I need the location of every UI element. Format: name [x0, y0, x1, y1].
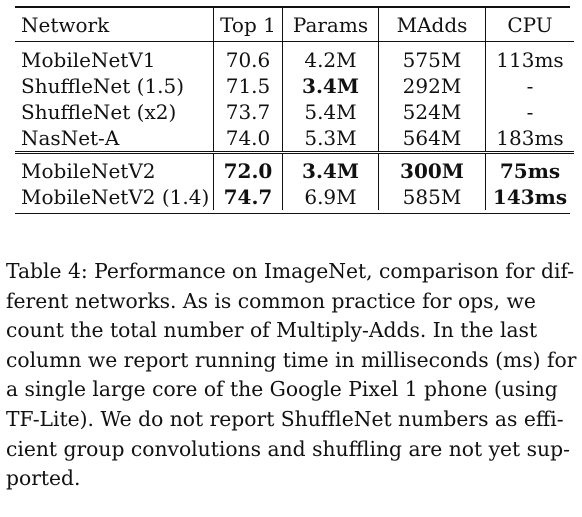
table-row	[15, 184, 574, 210]
cell-cpu: -	[486, 73, 575, 99]
cell-params: 5.4M	[283, 99, 379, 125]
table-row	[15, 99, 574, 125]
caption-line: cient group convolutions and shuffling are not yet sup-	[6, 436, 570, 461]
results-table	[15, 6, 570, 214]
caption-line: count the total number of Multiply-Adds. In the last	[6, 318, 538, 343]
cell-top1: 71.5	[214, 73, 283, 99]
cell-madds: 300M	[379, 153, 486, 185]
cell-params: 4.2M	[283, 42, 379, 74]
table-header-row	[15, 8, 574, 42]
caption-line: ported.	[6, 466, 81, 491]
caption-line: Table 4: Performance on ImageNet, comparison for dif-	[6, 259, 575, 283]
header-madds: MAdds	[379, 8, 486, 42]
header-cpu: CPU	[486, 8, 575, 42]
cell-cpu: 143ms	[486, 184, 575, 210]
cell-madds: 564M	[379, 125, 486, 153]
cell-params: 5.3M	[283, 125, 379, 153]
caption-line: ferent networks. As is common practice for ops, we	[6, 288, 536, 313]
cell-params: 3.4M	[283, 153, 379, 185]
cell-network: ShuffleNet (x2)	[21, 100, 177, 124]
header-network: Network	[21, 12, 110, 37]
cell-network: MobileNetV2 (1.4)	[21, 185, 210, 209]
cell-params: 3.4M	[283, 73, 379, 99]
cell-network: ShuffleNet (1.5)	[21, 74, 185, 98]
cell-top1: 73.7	[214, 99, 283, 125]
table-row	[15, 42, 574, 74]
cell-top1: 74.7	[214, 184, 283, 210]
cell-madds: 292M	[379, 73, 486, 99]
caption-line: TF-Lite). We do not report ShuffleNet numbers as effi-	[6, 406, 564, 431]
cell-cpu: 75ms	[486, 153, 575, 185]
cell-top1: 72.0	[214, 153, 283, 185]
cell-top1: 74.0	[214, 125, 283, 153]
cell-params: 6.9M	[283, 184, 379, 210]
cell-madds: 575M	[379, 42, 486, 74]
cell-cpu: 113ms	[486, 42, 575, 74]
cell-madds: 585M	[379, 184, 486, 210]
caption-line: a single large core of the Google Pixel 1 phone (using	[6, 377, 558, 402]
table-bottom-rule	[15, 213, 570, 214]
cell-cpu: 183ms	[486, 125, 575, 153]
cell-network: NasNet-A	[21, 126, 120, 150]
cell-network: MobileNetV1	[15, 42, 214, 74]
table-row	[15, 125, 574, 153]
caption-line: column we report running time in milliseconds (ms) for	[6, 347, 577, 372]
cell-madds: 524M	[379, 99, 486, 125]
table-row	[15, 153, 574, 185]
table-row	[15, 73, 574, 99]
cell-network: MobileNetV2	[15, 153, 214, 185]
cell-cpu: -	[486, 99, 575, 125]
table-caption	[6, 257, 576, 494]
header-top1: Top 1	[214, 8, 283, 42]
header-params: Params	[283, 8, 379, 42]
cell-top1: 70.6	[214, 42, 283, 74]
